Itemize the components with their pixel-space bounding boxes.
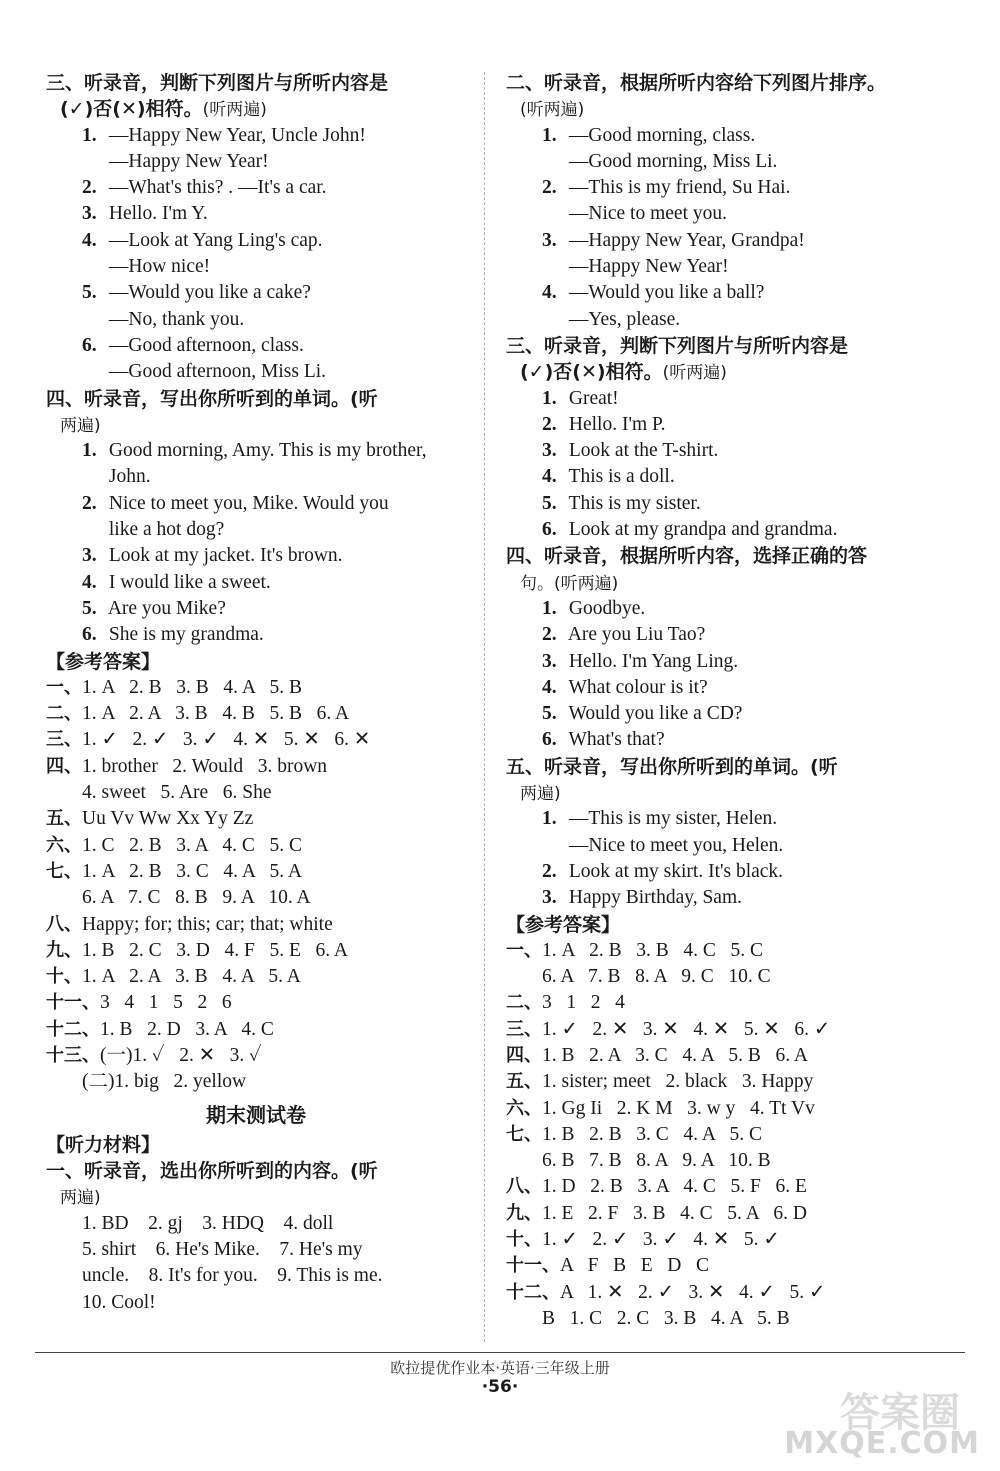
answer-row xyxy=(506,964,946,990)
left-sec3-title-line2 xyxy=(46,96,466,122)
right-sec5-title-note: 两遍) xyxy=(520,784,561,805)
left-column xyxy=(46,70,466,1316)
answer-row xyxy=(506,1227,946,1253)
listening-line xyxy=(46,333,466,359)
item-text: —This is my sister, Helen. xyxy=(568,808,778,830)
answer-text: 1. A 2. B 3. B 4. A 5. B xyxy=(82,676,302,698)
answer-label: 二、 xyxy=(506,992,542,1014)
item-text: —Look at Yang Ling's cap. xyxy=(108,229,323,251)
answer-row xyxy=(506,1174,946,1200)
answer-text: B 1. C 2. C 3. B 4. A 5. B xyxy=(542,1307,790,1329)
item-text: like a hot dog? xyxy=(108,519,225,541)
item-text: Great! xyxy=(568,387,619,409)
answer-row xyxy=(46,964,466,990)
answer-row xyxy=(46,885,466,911)
answer-row xyxy=(506,1096,946,1122)
listening-line xyxy=(506,149,946,175)
watermark-site: MXQE.COM xyxy=(784,1426,980,1461)
item-text: Look at the T-shirt. xyxy=(568,440,719,462)
answer-label: 六、 xyxy=(46,834,82,856)
right-answers-header: 【参考答案】 xyxy=(506,913,621,936)
item-number: 1. xyxy=(82,124,97,146)
item-number: 2. xyxy=(542,177,557,199)
answer-label: 五、 xyxy=(46,808,82,830)
listening-line xyxy=(506,386,946,412)
item-text: She is my grandma. xyxy=(108,624,264,646)
footer-book-line xyxy=(0,1352,1000,1378)
answer-text: 1. ✓ 2. ✓ 3. ✓ 4. ✕ 5. ✓ xyxy=(542,1229,780,1251)
answer-label: 八、 xyxy=(506,1176,542,1198)
left-sec4-list xyxy=(46,438,466,648)
item-number: 1. xyxy=(82,440,97,462)
listening-line: 1. BD 2. gj 3. HDQ 4. doll xyxy=(82,1212,334,1234)
right-sec4-title-line2 xyxy=(506,570,946,596)
left-answers-header: 【参考答案】 xyxy=(46,650,161,673)
listening-line xyxy=(46,570,466,596)
listening-line xyxy=(46,228,466,254)
item-number: 5. xyxy=(82,597,97,619)
footer-rule xyxy=(35,1352,965,1353)
item-number: 3. xyxy=(542,440,557,462)
answer-text: 1. A 2. B 3. B 4. C 5. C xyxy=(542,939,764,961)
right-sec5-title-line2 xyxy=(506,780,946,806)
right-sec2-title-line2 xyxy=(506,96,946,122)
answer-text: Uu Vv Ww Xx Yy Zz xyxy=(82,808,254,830)
answer-text: 6. B 7. B 8. A 9. A 10. B xyxy=(542,1150,771,1172)
answer-row xyxy=(46,754,466,780)
answer-row xyxy=(506,1122,946,1148)
listening-line xyxy=(46,201,466,227)
left-sec1-title-line2 xyxy=(46,1184,466,1210)
listening-line xyxy=(506,885,946,911)
listening-line xyxy=(506,228,946,254)
listening-line xyxy=(46,491,466,517)
answer-label: 七、 xyxy=(46,860,82,882)
item-number: 1. xyxy=(542,597,557,619)
item-number: 3. xyxy=(82,203,97,225)
right-sec3-list xyxy=(506,386,946,544)
answer-row xyxy=(506,938,946,964)
answer-text: (二)1. big 2. yellow xyxy=(82,1071,247,1093)
item-number: 6. xyxy=(542,519,557,541)
listening-line: 5. shirt 6. He's Mike. 7. He's my xyxy=(82,1239,363,1261)
answer-label: 六、 xyxy=(506,1097,542,1119)
item-text: —What's this? . —It's a car. xyxy=(108,177,327,199)
answer-text: 1. A 2. B 3. C 4. A 5. A xyxy=(82,860,302,882)
item-number: 3. xyxy=(542,229,557,251)
answer-label: 十二、 xyxy=(506,1281,560,1303)
listening-header: 【听力材料】 xyxy=(46,1133,161,1156)
answer-label: 五、 xyxy=(506,1071,542,1093)
answer-text: 1. A 2. A 3. B 4. B 5. B 6. A xyxy=(82,703,350,725)
answer-label: 一、 xyxy=(506,939,542,961)
answer-label: 二、 xyxy=(46,703,82,725)
item-number: 1. xyxy=(542,124,557,146)
item-text: Hello. I'm Y. xyxy=(108,203,208,225)
left-sec3-title-note: (听两遍) xyxy=(202,100,267,121)
listening-line xyxy=(506,806,946,832)
answer-text: 1. B 2. B 3. C 4. A 5. C xyxy=(542,1123,762,1145)
answer-label: 十、 xyxy=(506,1229,542,1251)
listening-line xyxy=(46,175,466,201)
item-text: Would you like a CD? xyxy=(568,703,743,725)
answer-row xyxy=(46,1043,466,1069)
item-number: 1. xyxy=(542,387,557,409)
listening-line: uncle. 8. It's for you. 9. This is me. xyxy=(82,1265,383,1287)
item-text: —Happy New Year! xyxy=(568,256,729,278)
answer-text: 1. ✓ 2. ✕ 3. ✕ 4. ✕ 5. ✕ 6. ✓ xyxy=(542,1018,831,1040)
right-sec3-title-line1: 三、听录音，判断下列图片与所听内容是 xyxy=(506,334,849,357)
answer-label: 三、 xyxy=(46,729,82,751)
answer-label: 九、 xyxy=(46,939,82,961)
answer-label: 九、 xyxy=(506,1202,542,1224)
right-column xyxy=(506,70,946,1332)
answer-text: 1. B 2. C 3. D 4. F 5. E 6. A xyxy=(82,939,348,961)
item-text: —How nice! xyxy=(108,256,211,278)
item-number: 2. xyxy=(82,492,97,514)
item-number: 5. xyxy=(82,282,97,304)
left-sec3-title-check: (✓)否(✕)相符。 xyxy=(60,98,203,121)
left-answers-list xyxy=(46,675,466,1096)
item-text: —Happy New Year, Uncle John! xyxy=(108,124,366,146)
answer-row xyxy=(46,806,466,832)
left-sec1-title-line1: 一、听录音，选出你所听到的内容。(听 xyxy=(46,1160,378,1183)
listening-line xyxy=(506,254,946,280)
right-sec5-list xyxy=(506,806,946,911)
answer-label: 一、 xyxy=(46,676,82,698)
listening-line xyxy=(46,596,466,622)
answer-row xyxy=(46,727,466,753)
answer-row xyxy=(46,675,466,701)
listening-line xyxy=(506,175,946,201)
right-sec3-title-check: (✓)否(✕)相符。 xyxy=(520,361,663,384)
item-number: 5. xyxy=(542,492,557,514)
item-text: —Nice to meet you. xyxy=(568,203,727,225)
item-text: —Happy New Year! xyxy=(108,150,269,172)
item-text: Hello. I'm Yang Ling. xyxy=(568,650,739,672)
item-text: This is my sister. xyxy=(568,492,701,514)
item-number: 2. xyxy=(542,624,557,646)
listening-line xyxy=(506,412,946,438)
answer-label: 十一、 xyxy=(506,1255,560,1277)
listening-line xyxy=(506,201,946,227)
item-number: 2. xyxy=(542,413,557,435)
watermark xyxy=(780,1381,980,1461)
answer-text: 3 1 2 4 xyxy=(542,992,625,1014)
answer-row xyxy=(506,1253,946,1279)
right-sec2-title-line1: 二、听录音，根据所听内容给下列图片排序。 xyxy=(506,72,887,94)
answer-text: 1. B 2. D 3. A 4. C xyxy=(100,1018,274,1040)
answer-label: 四、 xyxy=(46,755,82,777)
listening-line xyxy=(46,123,466,149)
right-sec4-list xyxy=(506,596,946,754)
answer-row xyxy=(506,1043,946,1069)
item-number: 2. xyxy=(542,860,557,882)
listening-line xyxy=(506,622,946,648)
answer-row xyxy=(46,990,466,1016)
listening-line xyxy=(506,464,946,490)
listening-line xyxy=(506,649,946,675)
listening-line: 10. Cool! xyxy=(82,1291,156,1313)
item-text: —This is my friend, Su Hai. xyxy=(568,177,791,199)
answer-row xyxy=(46,938,466,964)
item-text: —Yes, please. xyxy=(568,308,681,330)
item-number: 6. xyxy=(82,624,97,646)
item-text: Look at my grandpa and grandma. xyxy=(568,519,838,541)
answer-row xyxy=(46,912,466,938)
listening-line xyxy=(506,123,946,149)
answer-row xyxy=(506,1069,946,1095)
answer-row xyxy=(46,780,466,806)
item-text: —Good afternoon, Miss Li. xyxy=(108,361,327,383)
answer-text: 1. A 2. A 3. B 4. A 5. A xyxy=(82,966,301,988)
item-number: 4. xyxy=(82,571,97,593)
answer-row xyxy=(506,990,946,1016)
item-text: —Happy New Year, Grandpa! xyxy=(568,229,805,251)
watermark-logo: 答案圈 xyxy=(840,1390,960,1436)
answer-text: Happy; for; this; car; that; white xyxy=(82,913,333,935)
listening-line xyxy=(46,464,466,490)
item-text: Are you Liu Tao? xyxy=(567,624,706,646)
listening-line xyxy=(46,149,466,175)
answer-text: 1. sister; meet 2. black 3. Happy xyxy=(542,1071,814,1093)
page-number: ·56· xyxy=(481,1377,519,1397)
item-number: 6. xyxy=(82,334,97,356)
answer-text: 1. E 2. F 3. B 4. C 5. A 6. D xyxy=(542,1202,807,1224)
answer-text: A 1. ✕ 2. ✓ 3. ✕ 4. ✓ 5. ✓ xyxy=(560,1281,826,1303)
listening-line xyxy=(46,254,466,280)
item-text: What's that? xyxy=(568,729,665,751)
item-number: 2. xyxy=(82,177,97,199)
answer-text: 6. A 7. C 8. B 9. A 10. A xyxy=(82,887,311,909)
item-text: Hello. I'm P. xyxy=(568,413,666,435)
listening-line xyxy=(506,517,946,543)
item-text: Happy Birthday, Sam. xyxy=(568,887,743,909)
answer-label: 八、 xyxy=(46,913,82,935)
item-number: 3. xyxy=(542,650,557,672)
answer-label: 四、 xyxy=(506,1044,542,1066)
answer-text: 6. A 7. B 8. A 9. C 10. C xyxy=(542,966,771,988)
listening-line xyxy=(46,280,466,306)
left-sec3-title-line1: 三、听录音，判断下列图片与所听内容是 xyxy=(46,72,389,94)
listening-line xyxy=(506,491,946,517)
answer-row xyxy=(506,1017,946,1043)
answer-text: 1. B 2. A 3. C 4. A 5. B 6. A xyxy=(542,1044,809,1066)
listening-line xyxy=(506,675,946,701)
item-text: —No, thank you. xyxy=(108,308,245,330)
right-sec3-title-line2 xyxy=(506,359,946,385)
listening-line xyxy=(506,833,946,859)
listening-line xyxy=(506,280,946,306)
answer-label: 七、 xyxy=(506,1123,542,1145)
answer-text: 1. Gg Ii 2. K M 3. w y 4. Tt Vv xyxy=(542,1097,815,1119)
answer-text: 1. brother 2. Would 3. brown xyxy=(82,755,328,777)
item-number: 4. xyxy=(542,282,557,304)
exam-title: 期末测试卷 xyxy=(206,1102,306,1127)
column-divider xyxy=(484,72,485,1342)
right-sec2-list xyxy=(506,123,946,333)
listening-line xyxy=(506,307,946,333)
item-number: 1. xyxy=(542,808,557,830)
answer-row xyxy=(46,1017,466,1043)
answer-row xyxy=(46,833,466,859)
answer-row xyxy=(506,1148,946,1174)
item-number: 3. xyxy=(82,545,97,567)
item-text: Look at my skirt. It's black. xyxy=(568,860,784,882)
answer-row xyxy=(46,859,466,885)
answer-text: A F B E D C xyxy=(560,1255,709,1277)
item-text: Good morning, Amy. This is my brother, xyxy=(108,440,427,462)
listening-line xyxy=(46,307,466,333)
answer-label: 三、 xyxy=(506,1018,542,1040)
footer-book-title: 欧拉提优作业本·英语·三年级上册 xyxy=(390,1359,610,1377)
answer-label: 十、 xyxy=(46,966,82,988)
item-text: I would like a sweet. xyxy=(108,571,271,593)
item-text: Look at my jacket. It's brown. xyxy=(108,545,343,567)
item-text: This is a doll. xyxy=(568,466,675,488)
item-text: Nice to meet you, Mike. Would you xyxy=(108,492,389,514)
right-sec4-title-line1: 四、听录音，根据所听内容，选择正确的答 xyxy=(506,545,868,568)
left-sec4-title-line2 xyxy=(46,412,466,438)
item-number: 5. xyxy=(542,703,557,725)
item-text: —Good morning, Miss Li. xyxy=(568,150,778,172)
left-sec3-list xyxy=(46,123,466,386)
listening-line xyxy=(46,622,466,648)
listening-line xyxy=(46,517,466,543)
answer-text: 3 4 1 5 2 6 xyxy=(100,992,232,1014)
item-text: Goodbye. xyxy=(568,597,646,619)
answer-row xyxy=(506,1201,946,1227)
listening-line xyxy=(46,359,466,385)
listening-line xyxy=(46,543,466,569)
listening-line xyxy=(46,438,466,464)
listening-line xyxy=(506,438,946,464)
item-text: What colour is it? xyxy=(568,676,708,698)
answer-row xyxy=(46,701,466,727)
item-number: 4. xyxy=(542,466,557,488)
answer-text: 1. C 2. B 3. A 4. C 5. C xyxy=(82,834,302,856)
answer-label: 十三、 xyxy=(46,1044,100,1066)
item-number: 6. xyxy=(542,729,557,751)
item-text: John. xyxy=(108,466,151,488)
right-sec2-title-note: (听两遍) xyxy=(520,100,585,121)
answer-row xyxy=(506,1280,946,1306)
answer-text: 1. D 2. B 3. A 4. C 5. F 6. E xyxy=(542,1176,807,1198)
item-number: 3. xyxy=(542,887,557,909)
right-answers-list xyxy=(506,938,946,1332)
left-sec4-title-note: 两遍) xyxy=(60,415,101,436)
answer-row xyxy=(506,1306,946,1332)
answer-text: 1. ✓ 2. ✓ 3. ✓ 4. ✕ 5. ✕ 6. ✕ xyxy=(82,729,371,751)
item-text: Are you Mike? xyxy=(107,597,226,619)
item-text: —Would you like a ball? xyxy=(568,282,765,304)
answer-label: 十一、 xyxy=(46,992,100,1014)
listening-line xyxy=(506,596,946,622)
listening-line xyxy=(506,859,946,885)
left-sec1-list xyxy=(46,1211,466,1316)
item-text: —Nice to meet you, Helen. xyxy=(568,834,784,856)
answer-label: 十二、 xyxy=(46,1018,100,1040)
item-number: 4. xyxy=(82,229,97,251)
answer-text: 4. sweet 5. Are 6. She xyxy=(82,782,272,804)
listening-line xyxy=(506,727,946,753)
item-text: —Would you like a cake? xyxy=(108,282,311,304)
left-sec1-title-note: 两遍) xyxy=(60,1188,101,1209)
listening-line xyxy=(506,701,946,727)
item-text: —Good afternoon, class. xyxy=(108,334,304,356)
item-text: —Good morning, class. xyxy=(568,124,756,146)
right-sec5-title-line1: 五、听录音，写出你所听到的单词。(听 xyxy=(506,755,838,778)
right-sec4-title-note: 句。(听两遍) xyxy=(520,573,619,594)
right-sec3-title-note: (听两遍) xyxy=(662,363,727,384)
left-sec4-title-line1: 四、听录音，写出你所听到的单词。(听 xyxy=(46,387,378,410)
answer-row xyxy=(46,1069,466,1095)
item-number: 4. xyxy=(542,676,557,698)
answer-text: (一)1. ✓ 2. ✕ 3. ✓ xyxy=(100,1044,262,1066)
